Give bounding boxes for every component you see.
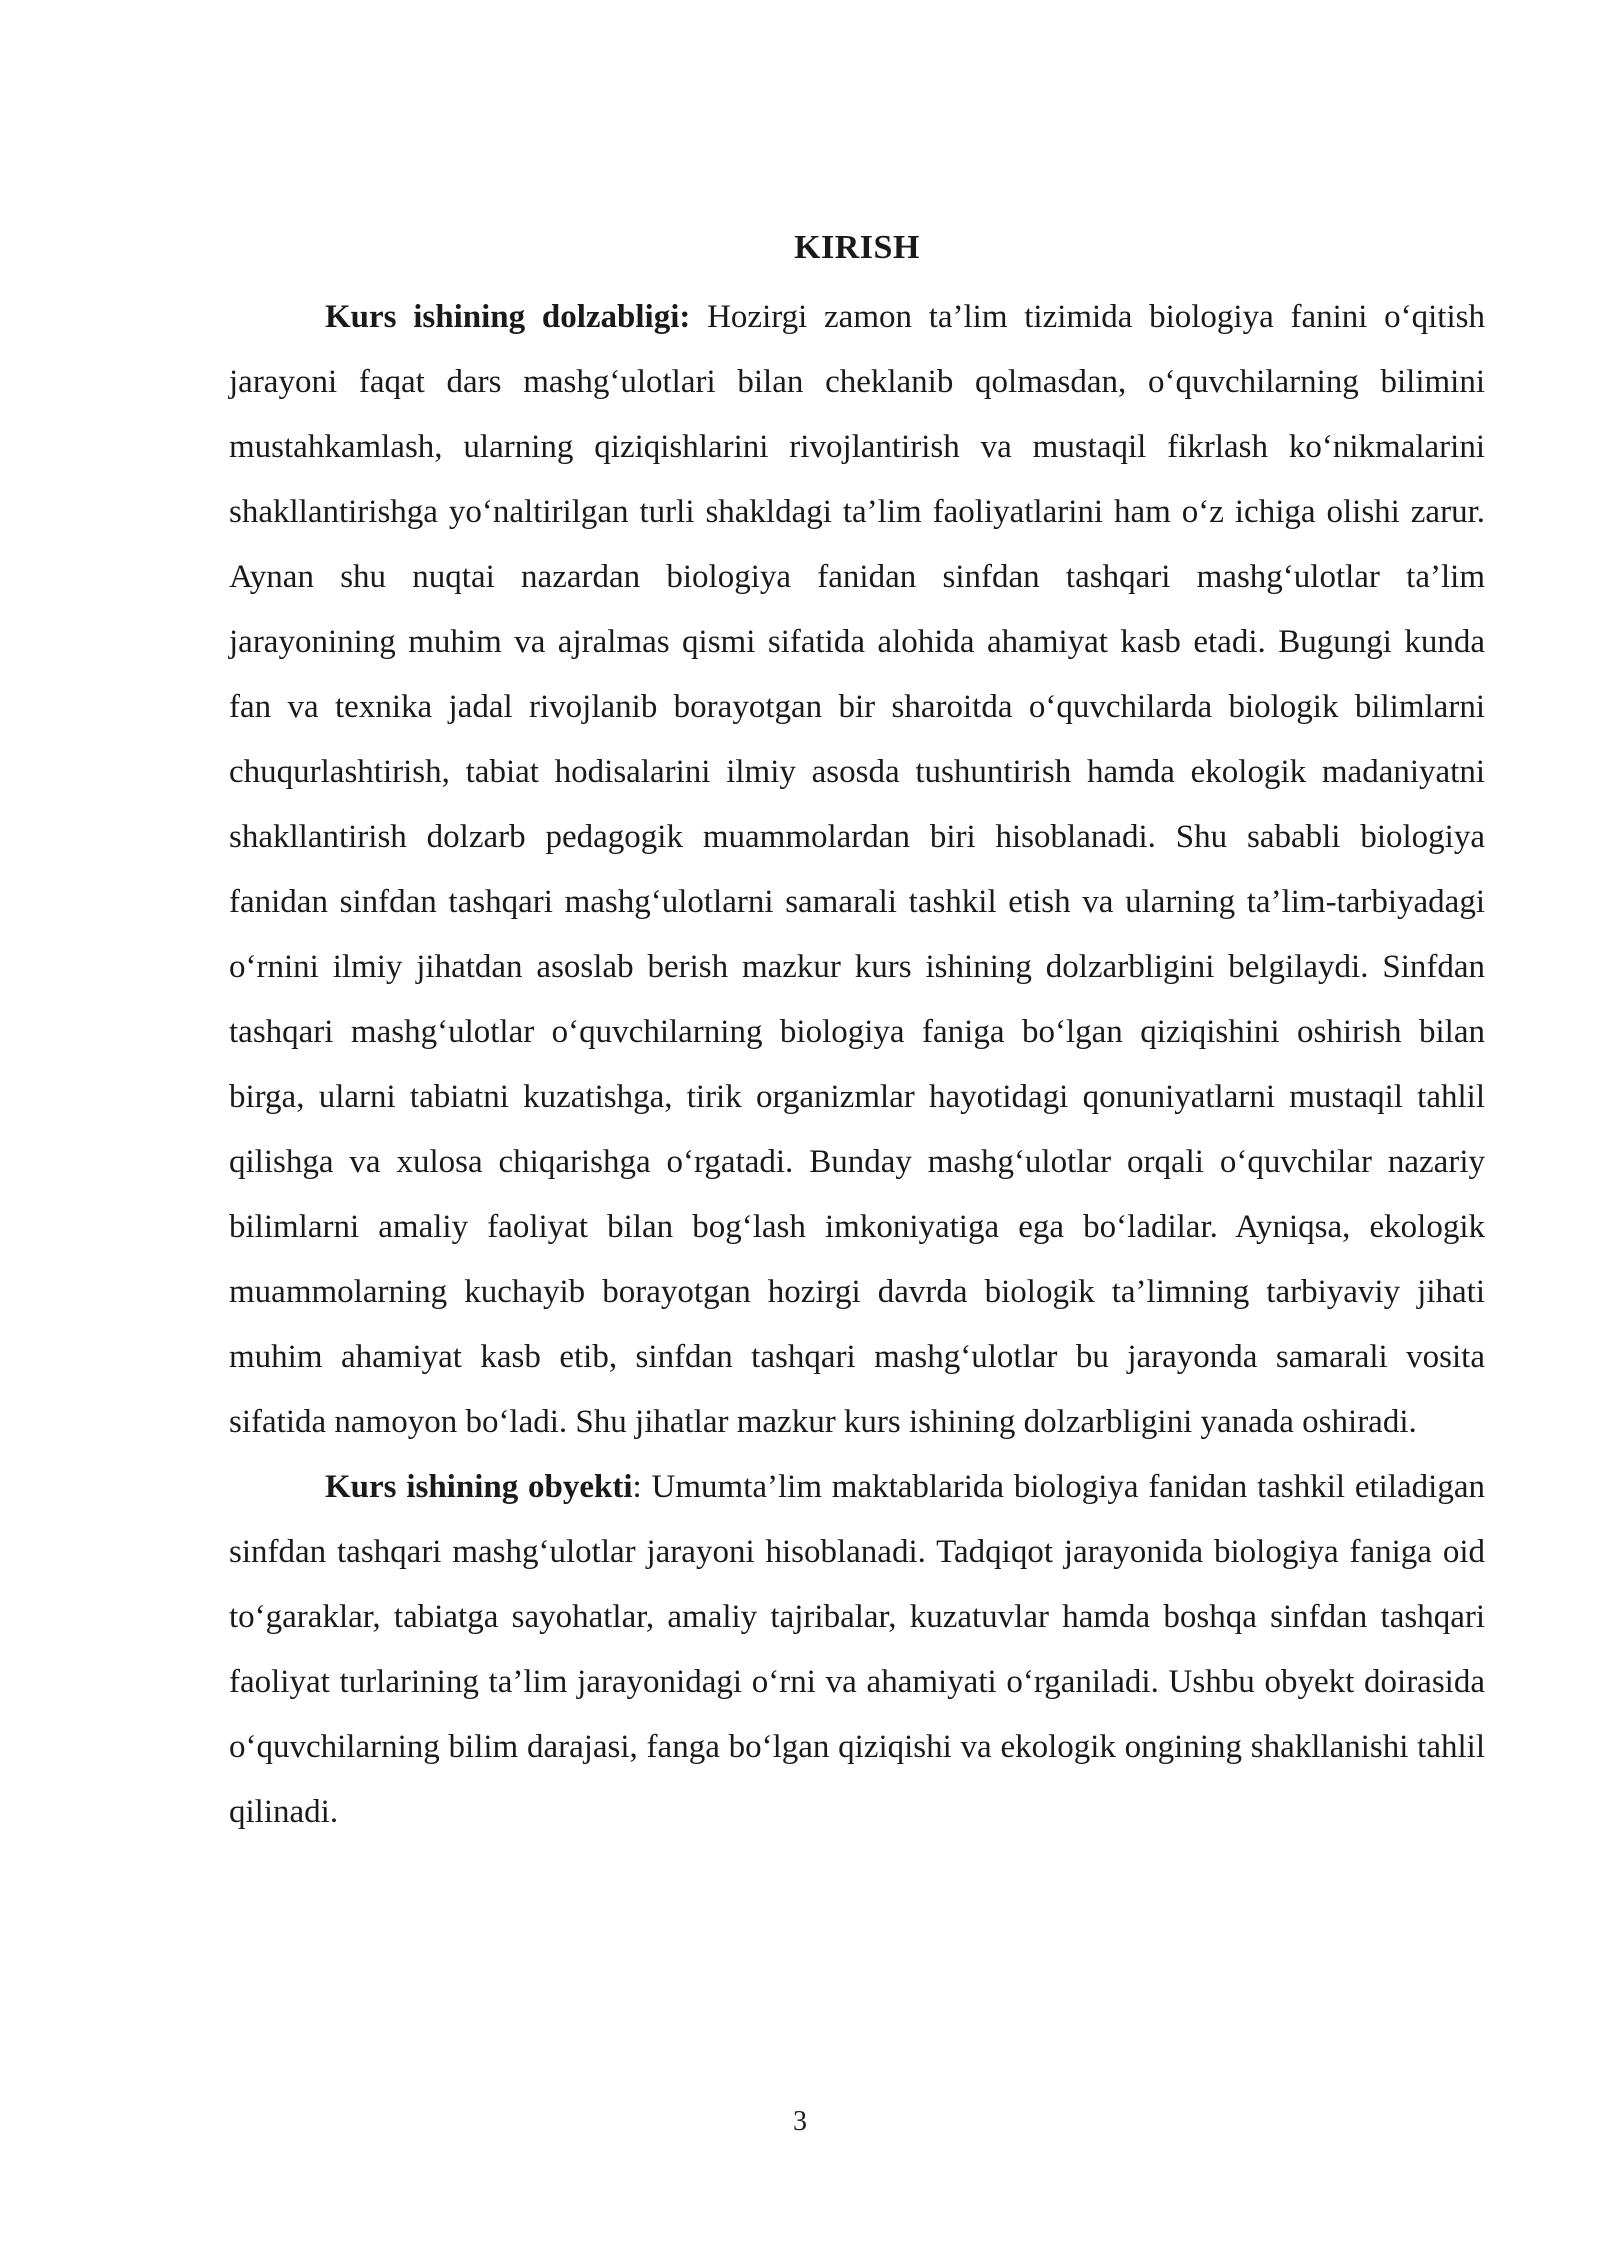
page-content — [229, 220, 1485, 1845]
section-heading: KIRISH — [794, 229, 920, 266]
page-number: 3 — [793, 2106, 807, 2137]
paragraph-lead: Kurs ishining obyekti — [325, 1469, 633, 1505]
paragraph-text: : Umumta’lim maktablarida biologiya fanidan tashkil etiladigan sinfdan tashqari mashg‘ulotlar jarayoni hisoblanadi. Tadqiqot jarayonida biologiya faniga oid to‘garaklar, tabiatga sayohatlar, amaliy tajribalar, kuzatuvlar hamda boshqa sinfdan tashqari faoliyat turlarining ta’lim jarayonidagi o‘rni va ahamiyati o‘rganiladi. Ushbu obyekt doirasida o‘quvchilarning bilim darajasi, fanga bo‘lgan qiziqishi va ekologik ongining shakllanishi tahlil qilinadi. — [229, 1469, 1485, 1830]
paragraph-relevance — [229, 285, 1485, 1455]
paragraph-object — [229, 1455, 1485, 1845]
paragraph-lead: Kurs ishining dolzabligi: — [325, 299, 691, 335]
paragraph-text: Hozirgi zamon ta’lim tizimida biologiya fanini o‘qitish jarayoni faqat dars mashg‘ulotlari bilan cheklanib qolmasdan, o‘quvchilarning bilimini mustahkamlash, ularning qiziqishlarini rivojlantirish va mustaqil fikrlash ko‘nikmalarini shakllantirishga yo‘naltirilgan turli shakldagi ta’lim faoliyatlarini ham o‘z ichiga olishi zarur. Aynan shu nuqtai nazardan biologiya fanidan sinfdan tashqari mashg‘ulotlar ta’lim jarayonining muhim va ajralmas qismi sifatida alohida ahamiyat kasb etadi. Bugungi kunda fan va texnika jadal rivojlanib borayotgan bir sharoitda o‘quvchilarda biologik bilimlarni chuqurlashtirish, tabiat hodisalarini ilmiy asosda tushuntirish hamda ekologik madaniyatni shakllantirish dolzarb pedagogik muammolardan biri hisoblanadi. Shu sababli biologiya fanidan sinfdan tashqari mashg‘ulotlarni samarali tashkil etish va ularning ta’lim-tarbiyadagi o‘rnini ilmiy jihatdan asoslab berish mazkur kurs ishining dolzarbligini belgilaydi. Sinfdan tashqari mashg‘ulotlar o‘quvchilarning biologiya faniga bo‘lgan qiziqishini oshirish bilan birga, ularni tabiatni kuzatishga, tirik organizmlar hayotidagi qonuniyatlarni mustaqil tahlil qilishga va xulosa chiqarishga o‘rgatadi. Bunday mashg‘ulotlar orqali o‘quvchilar nazariy bilimlarni amaliy faoliyat bilan bog‘lash imkoniyatiga ega bo‘ladilar. Ayniqsa, ekologik muammolarning kuchayib borayotgan hozirgi davrda biologik ta’limning tarbiyaviy jihati muhim ahamiyat kasb etib, sinfdan tashqari mashg‘ulotlar bu jarayonda samarali vosita sifatida namoyon bo‘ladi. Shu jihatlar mazkur kurs ishining dolzarbligini yanada oshiradi. — [229, 299, 1485, 1440]
